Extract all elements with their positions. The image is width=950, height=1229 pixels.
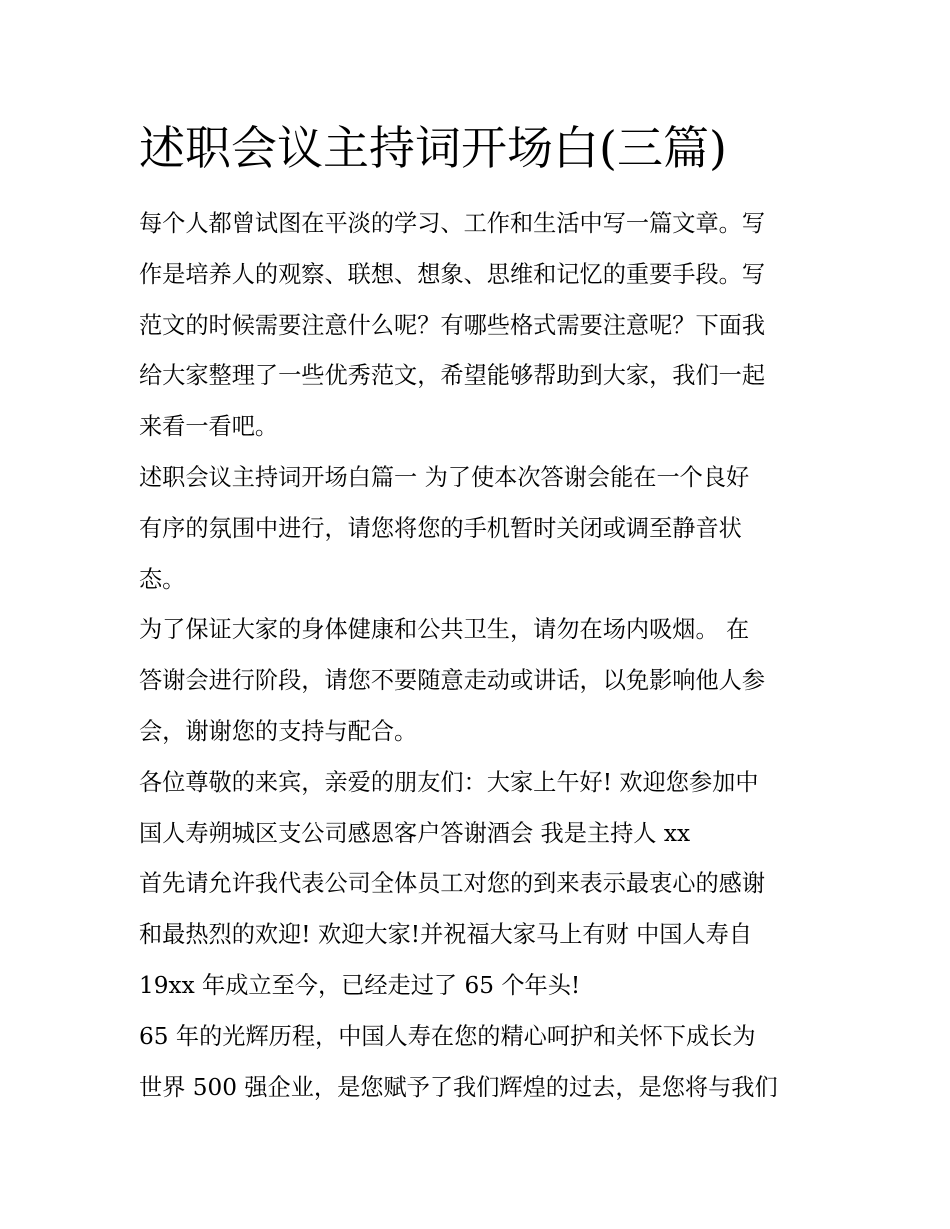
body-line: 19xx 年成立至今，已经走过了 65 个年头! xyxy=(139,971,581,999)
body-line: 态。 xyxy=(139,565,186,593)
body-line: 作是培养人的观察、联想、想象、思维和记忆的重要手段。写 xyxy=(139,260,766,288)
body-line: 有序的氛围中进行，请您将您的手机暂时关闭或调至静音状 xyxy=(139,514,742,542)
body-line: 答谢会进行阶段，请您不要随意走动或讲话，以免影响他人参 xyxy=(139,667,766,695)
body-line: 国人寿朔城区支公司感恩客户答谢酒会 我是主持人 xx xyxy=(139,819,691,847)
body-line: 范文的时候需要注意什么呢？有哪些格式需要注意呢？下面我 xyxy=(139,311,766,339)
body-line: 来看一看吧。 xyxy=(139,413,279,441)
body-line: 为了保证大家的身体健康和公共卫生，请勿在场内吸烟。 在 xyxy=(139,616,750,644)
body-line: 各位尊敬的来宾，亲爱的朋友们：大家上午好! 欢迎您参加中 xyxy=(139,768,759,796)
body-line: 首先请允许我代表公司全体员工对您的到来表示最衷心的感谢 xyxy=(139,870,766,898)
body-line: 述职会议主持词开场白篇一 为了使本次答谢会能在一个良好 xyxy=(139,463,750,491)
body-line: 世界 500 强企业，是您赋予了我们辉煌的过去，是您将与我们 xyxy=(139,1073,778,1101)
document-body xyxy=(139,199,817,1113)
body-line: 和最热烈的欢迎! 欢迎大家!并祝福大家马上有财 中国人寿自 xyxy=(139,921,753,949)
body-line: 65 年的光辉历程，中国人寿在您的精心呵护和关怀下成长为 xyxy=(139,1022,756,1050)
body-line: 给大家整理了一些优秀范文，希望能够帮助到大家，我们一起 xyxy=(139,362,766,390)
document-title: 述职会议主持词开场白(三篇) xyxy=(139,121,727,175)
body-line: 每个人都曾试图在平淡的学习、工作和生活中写一篇文章。写 xyxy=(139,210,766,237)
body-line: 会，谢谢您的支持与配合。 xyxy=(139,717,418,745)
